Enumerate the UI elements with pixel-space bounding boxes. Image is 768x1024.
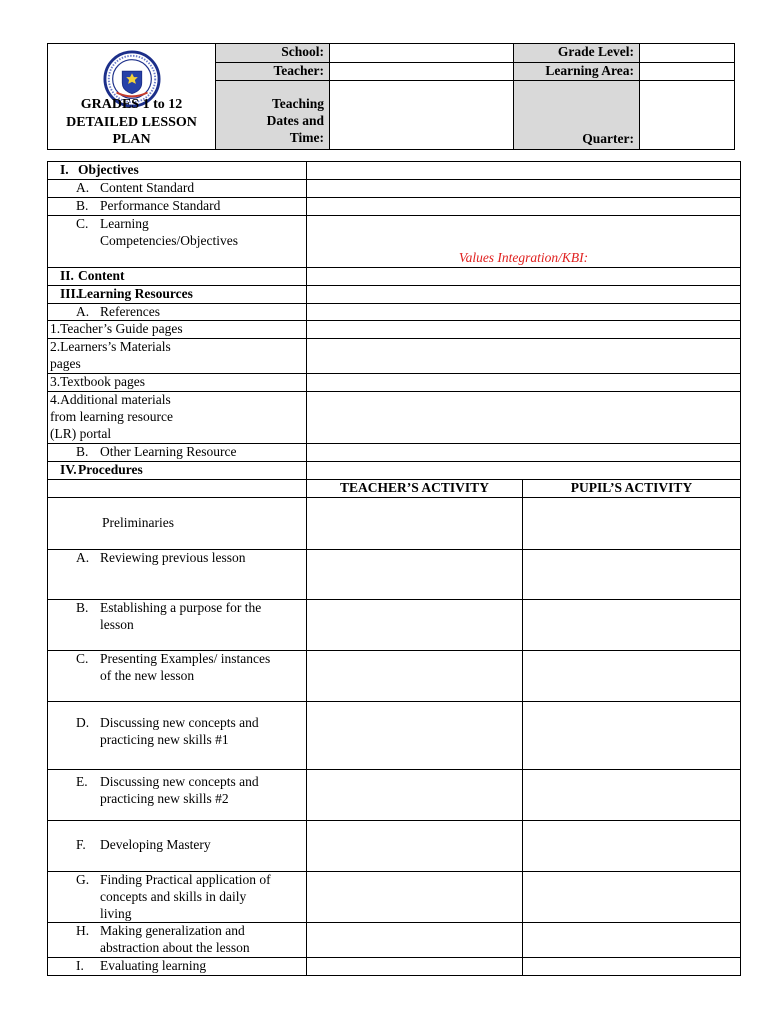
table-row: [48, 180, 741, 198]
grade-level-field[interactable]: [640, 44, 735, 63]
additional-materials-label: 4.Additional materials from learning resource (LR) portal: [48, 392, 307, 444]
proc-a-label: A. Reviewing previous lesson: [48, 549, 307, 599]
teachers-guide-label: 1.Teacher’s Guide pages: [48, 321, 307, 339]
proc-i-pupil-field[interactable]: [523, 958, 741, 976]
table-row: [48, 374, 741, 392]
dates-label-line-1: Teaching: [271, 96, 324, 112]
proc-f-label: F. Developing Mastery: [48, 820, 307, 871]
table-row: [48, 444, 741, 462]
proc-a-teacher-field[interactable]: [307, 549, 523, 599]
table-row: [48, 339, 741, 374]
proc-g-pupil-field[interactable]: [523, 871, 741, 923]
proc-b-label: B. Establishing a purpose for the lesson: [48, 599, 307, 650]
competencies-label: C. Learning Competencies/Objectives: [48, 215, 307, 267]
table-row: [48, 321, 741, 339]
proc-c-label: C. Presenting Examples/ instances of the new lesson: [48, 650, 307, 701]
learners-materials-field[interactable]: [307, 339, 741, 374]
table-row: [48, 549, 741, 599]
learners-materials-label: 2.Learners’s Materials pages: [48, 339, 307, 374]
logo-title-cell: [48, 44, 216, 150]
dates-label: [216, 81, 330, 149]
learning-resources-heading: III.Learning Resources: [48, 285, 307, 303]
table-row: [48, 820, 741, 871]
proc-a-pupil-field[interactable]: [523, 549, 741, 599]
proc-f-teacher-field[interactable]: [307, 820, 523, 871]
dates-label-line-3: Time:: [289, 130, 324, 146]
title-line-1: GRADES 1 to 12: [80, 97, 183, 112]
dates-field[interactable]: [330, 81, 514, 149]
procedures-heading: IV.Procedures: [48, 462, 307, 480]
table-row: [48, 701, 741, 769]
table-row: [48, 958, 741, 976]
table-row: [48, 462, 741, 480]
teacher-field[interactable]: [330, 62, 514, 81]
quarter-field[interactable]: [640, 81, 735, 149]
table-row: [48, 215, 741, 267]
document-title: [52, 96, 211, 149]
proc-i-teacher-field[interactable]: [307, 958, 523, 976]
proc-d-pupil-field[interactable]: [523, 701, 741, 769]
objectives-field[interactable]: [307, 162, 741, 180]
additional-materials-field[interactable]: [307, 392, 741, 444]
proc-c-pupil-field[interactable]: [523, 650, 741, 701]
content-heading: II. Content: [48, 267, 307, 285]
content-standard-label: A. Content Standard: [48, 180, 307, 198]
references-field[interactable]: [307, 303, 741, 321]
proc-g-label: G. Finding Practical application of concepts and skills in daily living: [48, 871, 307, 923]
performance-standard-field[interactable]: [307, 197, 741, 215]
title-line-2: DETAILED LESSON: [66, 114, 197, 130]
table-row: [48, 479, 741, 497]
proc-b-pupil-field[interactable]: [523, 599, 741, 650]
proc-h-label: H. Making generalization and abstraction about the lesson: [48, 923, 307, 958]
procedures-field[interactable]: [307, 462, 741, 480]
lesson-plan-table: [47, 161, 741, 976]
proc-e-pupil-field[interactable]: [523, 769, 741, 820]
table-row: [48, 923, 741, 958]
preliminaries-label: Preliminaries: [48, 497, 307, 549]
learning-area-field[interactable]: [640, 62, 735, 81]
title-line-3: PLAN: [112, 132, 151, 147]
proc-h-teacher-field[interactable]: [307, 923, 523, 958]
textbook-pages-label: 3.Textbook pages: [48, 374, 307, 392]
table-row: [48, 769, 741, 820]
objectives-heading: I. Objectives: [48, 162, 307, 180]
table-row: [48, 197, 741, 215]
dates-label-line-2: Dates and: [266, 113, 324, 129]
teacher-label: Teacher:: [216, 62, 330, 81]
header-table: [47, 43, 735, 150]
proc-d-teacher-field[interactable]: [307, 701, 523, 769]
preliminaries-teacher-field[interactable]: [307, 497, 523, 549]
content-standard-field[interactable]: [307, 180, 741, 198]
content-field[interactable]: [307, 267, 741, 285]
learning-resources-field[interactable]: [307, 285, 741, 303]
table-row: [48, 392, 741, 444]
school-field[interactable]: [330, 44, 514, 63]
proc-f-pupil-field[interactable]: [523, 820, 741, 871]
table-row: [48, 497, 741, 549]
proc-b-teacher-field[interactable]: [307, 599, 523, 650]
values-integration-field[interactable]: Values Integration/KBI:: [307, 215, 741, 267]
table-row: [48, 871, 741, 923]
proc-i-label: I. Evaluating learning: [48, 958, 307, 976]
other-resources-field[interactable]: [307, 444, 741, 462]
proc-c-teacher-field[interactable]: [307, 650, 523, 701]
column-header-blank: [48, 479, 307, 497]
proc-d-label: D. Discussing new concepts and practicing new skills #1: [48, 701, 307, 769]
proc-e-label: E. Discussing new concepts and practicing new skills #2: [48, 769, 307, 820]
teacher-activity-header: TEACHER’S ACTIVITY: [307, 479, 523, 497]
grade-level-label: Grade Level:: [514, 44, 640, 63]
table-row: [48, 303, 741, 321]
school-label: School:: [216, 44, 330, 63]
other-resources-label: B. Other Learning Resource: [48, 444, 307, 462]
proc-e-teacher-field[interactable]: [307, 769, 523, 820]
textbook-pages-field[interactable]: [307, 374, 741, 392]
table-row: [48, 162, 741, 180]
proc-h-pupil-field[interactable]: [523, 923, 741, 958]
preliminaries-pupil-field[interactable]: [523, 497, 741, 549]
quarter-label: Quarter:: [514, 81, 640, 149]
table-row: [48, 285, 741, 303]
references-label: A. References: [48, 303, 307, 321]
pupil-activity-header: PUPIL’S ACTIVITY: [523, 479, 741, 497]
learning-area-label: Learning Area:: [514, 62, 640, 81]
teachers-guide-field[interactable]: [307, 321, 741, 339]
performance-standard-label: B. Performance Standard: [48, 197, 307, 215]
table-row: [48, 599, 741, 650]
table-row: [48, 267, 741, 285]
table-row: [48, 650, 741, 701]
proc-g-teacher-field[interactable]: [307, 871, 523, 923]
